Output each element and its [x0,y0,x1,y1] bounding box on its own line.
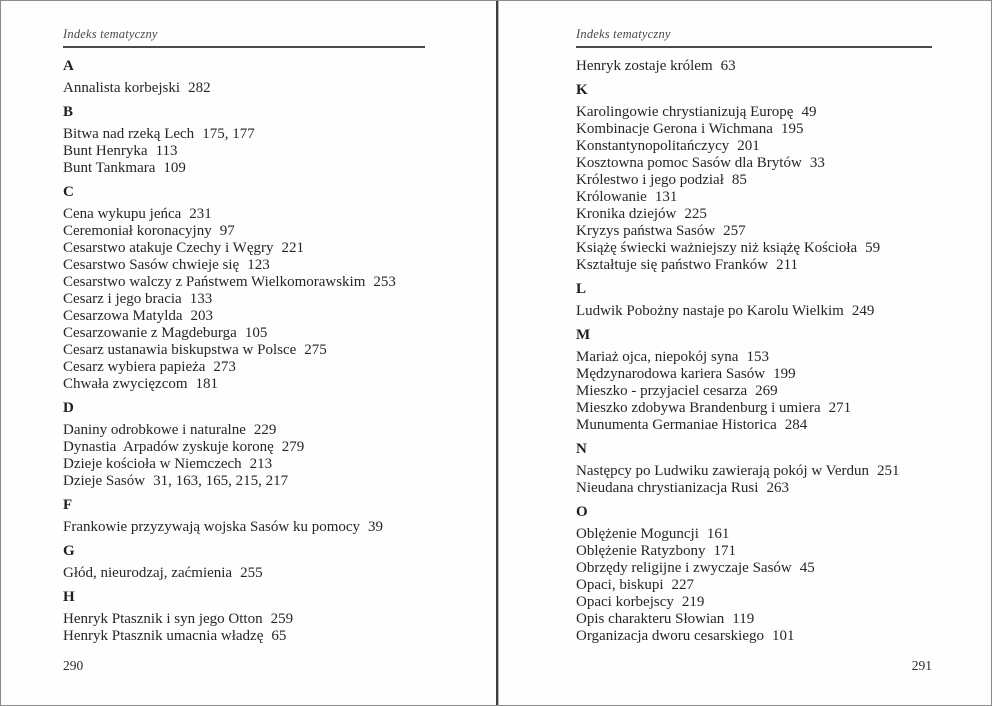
index-entry [63,160,425,177]
entry-label: Cesarstwo walczy z Państwem Wielkomorawskim [63,274,366,290]
entry-page-numbers: 273 [213,359,236,375]
entry-label: Bunt Tankmara [63,160,156,176]
entry-label: Cesarstwo Sasów chwieje się [63,257,240,273]
index-entry [63,628,425,645]
section-letter: C [63,184,74,200]
index-entry [63,359,425,376]
entry-page-numbers: 49 [801,104,817,120]
entry-label: Mariaż ojca, niepokój syna [576,349,739,365]
entry-label: Opaci, biskupi [576,577,664,593]
section-letter: N [576,441,587,457]
entry-label: Kronika dziejów [576,206,677,222]
index-entry [63,308,425,325]
entry-label: Oblężenie Moguncji [576,526,699,542]
entry-label: Cena wykupu jeńca [63,206,182,222]
entry-page-numbers: 195 [780,121,804,137]
entry-page-numbers: 45 [799,560,815,576]
index-entry [576,121,932,138]
entry-label: Bitwa nad rzeką Lech [63,126,195,142]
entry-label: Frankowie przyzywają wojska Sasów ku pomocy [63,519,361,535]
entry-page-numbers: 249 [851,303,875,319]
entry-label: Cesarstwo atakuje Czechy i Węgry [63,240,274,256]
index-entry [576,526,932,543]
index-entry [63,206,425,223]
index-entry [63,80,425,97]
entry-label: Ceremoniał koronacyjny [63,223,212,239]
entry-label: Kryzys państwa Sasów [576,223,716,239]
index-entry [63,439,425,456]
entry-label: Mędzynarodowa kariera Sasów [576,366,766,382]
entry-label: Karolingowie chrystianizują Europę [576,104,794,120]
entry-page-numbers: 63 [720,58,736,74]
index-entry [63,291,425,308]
entry-label: Opaci korbejscy [576,594,674,610]
running-header: Indeks tematyczny [63,27,425,48]
entry-label: Dzieje kościoła w Niemczech [63,456,242,472]
entry-label: Henryk Ptasznik umacnia władzę [63,628,264,644]
entry-page-numbers: 259 [270,611,294,627]
entry-page-numbers: 161 [706,526,730,542]
index-entry [576,628,932,645]
index-entry [576,104,932,121]
page-right [498,1,991,705]
entry-label: Książę świecki ważniejszy niż książę Kościoła [576,240,858,256]
entry-label: Konstantynopolitańczycy [576,138,730,154]
index-entry [63,223,425,240]
entry-page-numbers: 211 [776,257,799,273]
index-entry [63,126,425,143]
entry-page-numbers: 123 [247,257,270,273]
entry-page-numbers: 109 [163,160,186,176]
entry-page-numbers: 227 [671,577,694,593]
index-entry [63,519,425,536]
entry-label: Kształtuje się państwo Franków [576,257,769,273]
entry-label: Annalista korbejski [63,80,181,96]
entry-label: Daniny odrobkowe i naturalne [63,422,246,438]
index-entry [576,223,932,240]
entry-label: Obrzędy religijne i zwyczaje Sasów [576,560,792,576]
section-letter: B [63,104,74,120]
entry-page-numbers: 257 [723,223,746,239]
entry-label: Dzieje Sasów [63,473,146,489]
entry-label: Królowanie [576,189,647,205]
entry-label: Munumenta Germaniae Historica [576,417,777,433]
index-entry [63,376,425,393]
entry-label: Głód, nieurodzaj, zaćmienia [63,565,233,581]
entry-page-numbers: 65 [271,628,287,644]
entry-page-numbers: 201 [737,138,760,154]
index-entry [63,257,425,274]
entry-page-numbers: 271 [828,400,852,416]
entry-label: Cesarzowanie z Magdeburga [63,325,237,341]
section-letter: O [576,504,588,520]
section-letter: L [576,281,587,297]
index-entry [576,240,932,257]
entry-label: Chwała zwycięzcom [63,376,188,392]
entry-label: Dynastia Arpadów zyskuje koronę [63,439,274,455]
entry-page-numbers: 101 [771,628,795,644]
entry-page-numbers: 253 [373,274,396,290]
entry-label: Opis charakteru Słowian [576,611,725,627]
index-entry [576,206,932,223]
index-entry [576,383,932,400]
index-entry [576,543,932,560]
section-letter: D [63,400,74,416]
entry-page-numbers: 279 [281,439,305,455]
entry-page-numbers: 269 [755,383,778,399]
entry-page-numbers: 251 [876,463,900,479]
entry-page-numbers: 113 [155,143,178,159]
section-letter: F [63,497,73,513]
page-left [1,1,498,705]
section-letter: M [576,327,591,343]
entry-page-numbers: 221 [281,240,304,256]
section-letter: K [576,82,588,98]
section-letter: H [63,589,75,605]
entry-label: Organizacja dworu cesarskiego [576,628,764,644]
entry-page-numbers: 39 [368,519,384,535]
entry-page-numbers: 219 [681,594,705,610]
entry-label: Henryk Ptasznik i syn jego Otton [63,611,263,627]
index-entry [63,342,425,359]
index-entry [63,240,425,257]
entry-page-numbers: 231 [189,206,212,222]
index-entry [63,473,425,490]
index-list [63,58,425,645]
entry-page-numbers: 153 [746,349,769,365]
entry-page-numbers: 225 [684,206,707,222]
entry-page-numbers: 133 [189,291,213,307]
entry-page-numbers: 105 [244,325,268,341]
index-entry [63,611,425,628]
index-entry [576,577,932,594]
entry-page-numbers: 263 [766,480,789,496]
entry-page-numbers: 229 [253,422,277,438]
entry-page-numbers: 199 [773,366,796,382]
entry-label: Cesarzowa Matylda [63,308,183,324]
entry-page-numbers: 284 [784,417,808,433]
entry-label: Cesarz i jego bracia [63,291,182,307]
entry-page-numbers: 175, 177 [202,126,255,142]
running-header: Indeks tematyczny [576,27,932,48]
entry-page-numbers: 85 [731,172,747,188]
entry-page-numbers: 255 [240,565,263,581]
index-list [576,58,932,645]
entry-page-numbers: 213 [249,456,273,472]
index-entry [576,138,932,155]
entry-label: Następcy po Ludwiku zawierają pokój w Verdun [576,463,869,479]
entry-page-numbers: 171 [713,543,737,559]
entry-label: Cesarz wybiera papieża [63,359,206,375]
entry-page-numbers: 282 [188,80,211,96]
entry-page-numbers: 97 [219,223,235,239]
entry-page-numbers: 131 [654,189,678,205]
page-number: 290 [63,658,84,673]
index-entry [576,303,932,320]
index-entry [576,257,932,274]
entry-label: Bunt Henryka [63,143,148,159]
index-entry [576,400,932,417]
index-entry [576,594,932,611]
index-entry [576,349,932,366]
entry-label: Mieszko zdobywa Brandenburg i umiera [576,400,821,416]
index-entry [63,565,425,582]
entry-page-numbers: 275 [304,342,327,358]
page-number: 291 [911,658,932,673]
index-entry [576,560,932,577]
index-entry [576,480,932,497]
entry-label: Mieszko - przyjaciel cesarza [576,383,748,399]
entry-page-numbers: 203 [190,308,214,324]
index-entry [576,417,932,434]
entry-label: Nieudana chrystianizacja Rusi [576,480,759,496]
index-entry [576,172,932,189]
index-entry [63,325,425,342]
index-entry [576,611,932,628]
entry-page-numbers: 181 [195,376,219,392]
entry-page-numbers: 31, 163, 165, 215, 217 [153,473,289,489]
index-entry [63,422,425,439]
entry-label: Cesarz ustanawia biskupstwa w Polsce [63,342,297,358]
entry-page-numbers: 59 [865,240,881,256]
index-entry [576,58,932,75]
section-letter: A [63,58,74,74]
entry-label: Kosztowna pomoc Sasów dla Brytów [576,155,802,171]
entry-page-numbers: 119 [732,611,755,627]
index-entry [576,189,932,206]
index-entry [63,143,425,160]
index-entry [576,366,932,383]
entry-label: Kombinacje Gerona i Wichmana [576,121,773,137]
index-entry [63,456,425,473]
index-entry [576,155,932,172]
index-entry [63,274,425,291]
entry-label: Ludwik Pobożny nastaje po Karolu Wielkim [576,303,844,319]
entry-label: Oblężenie Ratyzbony [576,543,706,559]
entry-label: Henryk zostaje królem [576,58,713,74]
entry-label: Królestwo i jego podział [576,172,724,188]
section-letter: G [63,543,75,559]
entry-page-numbers: 33 [809,155,825,171]
index-entry [576,463,932,480]
